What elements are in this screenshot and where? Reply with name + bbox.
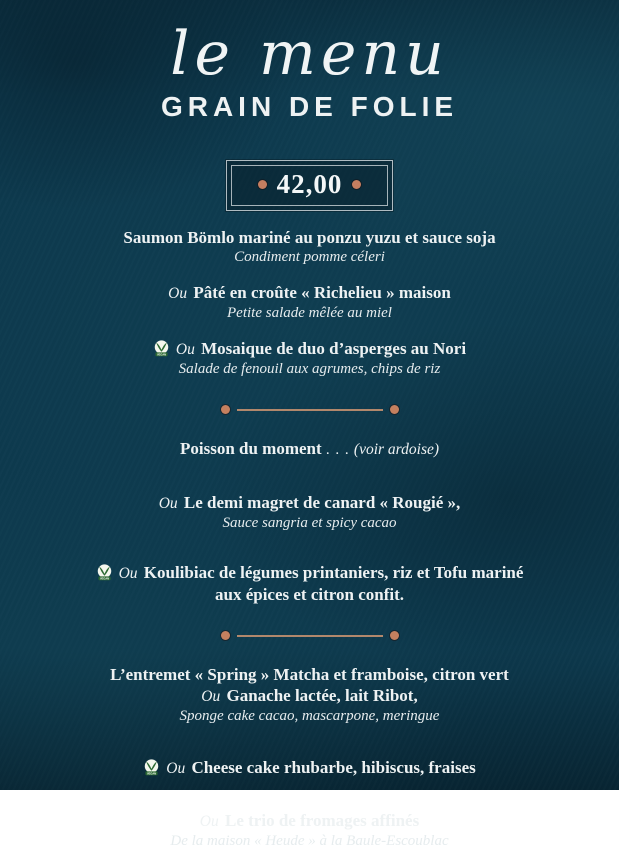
item-title xyxy=(0,492,619,514)
price-box xyxy=(226,160,394,211)
spacer xyxy=(0,726,619,742)
price-value: 42,00 xyxy=(276,169,343,199)
ou-prefix: Ou xyxy=(168,285,188,302)
menu-item-mosaique xyxy=(0,338,619,379)
item-desc: Sauce sangria et spicy cacao xyxy=(222,515,397,531)
ou-prefix: Ou xyxy=(199,813,219,830)
title-dots: . . . xyxy=(325,442,350,458)
menu-item-cheesecake xyxy=(0,757,619,779)
item-title xyxy=(0,562,619,584)
price-inner-frame xyxy=(231,165,389,206)
ou-prefix: Ou xyxy=(201,688,221,705)
item-title xyxy=(0,438,619,461)
item-desc: Salade de fenouil aux agrumes, chips de riz xyxy=(178,361,441,377)
vegan-icon xyxy=(96,564,113,581)
ou-prefix: Ou xyxy=(118,565,138,582)
item-title xyxy=(0,810,619,832)
menu-item-ganache xyxy=(0,685,619,726)
menu-item-pate xyxy=(0,282,619,323)
ou-prefix: Ou xyxy=(158,495,178,512)
divider-dot-right-icon xyxy=(390,405,399,414)
svg-text:VEGAN: VEGAN xyxy=(99,577,109,581)
item-desc: Sponge cake cacao, mascarpone, meringue xyxy=(179,708,440,724)
item-title-text: Koulibiac de légumes printaniers, riz et Tofu mariné xyxy=(143,563,524,582)
menu-item-saumon xyxy=(0,227,619,267)
price-dot-right-icon xyxy=(352,180,361,189)
title-note: (voir ardoise) xyxy=(353,441,440,458)
spacer xyxy=(0,779,619,795)
ou-prefix: Ou xyxy=(175,341,195,358)
divider-dot-left-icon xyxy=(221,405,230,414)
menu-item-koulibiac xyxy=(0,562,619,605)
item-title-text: Pâté en croûte « Richelieu » maison xyxy=(193,283,451,302)
menu-item-magret xyxy=(0,492,619,533)
divider-dot-right-icon xyxy=(390,631,399,640)
section-divider xyxy=(221,405,399,414)
vegan-icon xyxy=(153,340,170,357)
menu-item-entremet xyxy=(0,664,619,685)
menu-body xyxy=(0,227,619,851)
item-desc: Petite salade mêlée au miel xyxy=(227,305,392,321)
spacer xyxy=(0,533,619,547)
menu-subtitle: GRAIN DE FOLIE xyxy=(160,91,459,122)
price-dot-left-icon xyxy=(258,180,267,189)
item-title-text: Cheese cake rhubarbe, hibiscus, fraises xyxy=(191,758,476,777)
divider-line xyxy=(237,409,383,411)
item-title xyxy=(0,664,619,685)
vegan-icon xyxy=(143,759,160,776)
item-title-text: Ganache lactée, lait Ribot, xyxy=(226,686,418,705)
item-title xyxy=(0,685,619,707)
svg-text:VEGAN: VEGAN xyxy=(147,772,157,776)
item-title xyxy=(0,282,619,304)
divider-line xyxy=(237,635,383,637)
item-title xyxy=(0,757,619,779)
spacer xyxy=(0,461,619,477)
section-divider xyxy=(221,631,399,640)
item-title-text: Le demi magret de canard « Rougié », xyxy=(183,493,461,512)
item-title xyxy=(0,338,619,360)
svg-text:VEGAN: VEGAN xyxy=(156,353,166,357)
item-title-text: Saumon Bömlo mariné au ponzu yuzu et sauce soja xyxy=(123,228,496,247)
ou-prefix: Ou xyxy=(166,760,186,777)
item-desc: Condiment pomme céleri xyxy=(234,249,385,265)
item-title xyxy=(0,227,619,248)
menu-item-fromages xyxy=(0,810,619,851)
item-title-text: Poisson du moment xyxy=(179,439,322,458)
item-title-line2 xyxy=(0,584,619,605)
menu-item-poisson xyxy=(0,438,619,461)
item-title-text: Mosaique de duo d’asperges au Nori xyxy=(201,339,467,358)
item-desc: De la maison « Heude » à la Baule-Escoublac xyxy=(170,833,449,849)
divider-dot-left-icon xyxy=(221,631,230,640)
item-title-text: aux épices et citron confit. xyxy=(214,585,404,604)
item-title-text: L’entremet « Spring » Matcha et framboise, citron vert xyxy=(110,665,509,684)
item-title-text: Le trio de fromages affinés xyxy=(225,811,420,830)
menu-script-title: le menu xyxy=(170,19,449,89)
